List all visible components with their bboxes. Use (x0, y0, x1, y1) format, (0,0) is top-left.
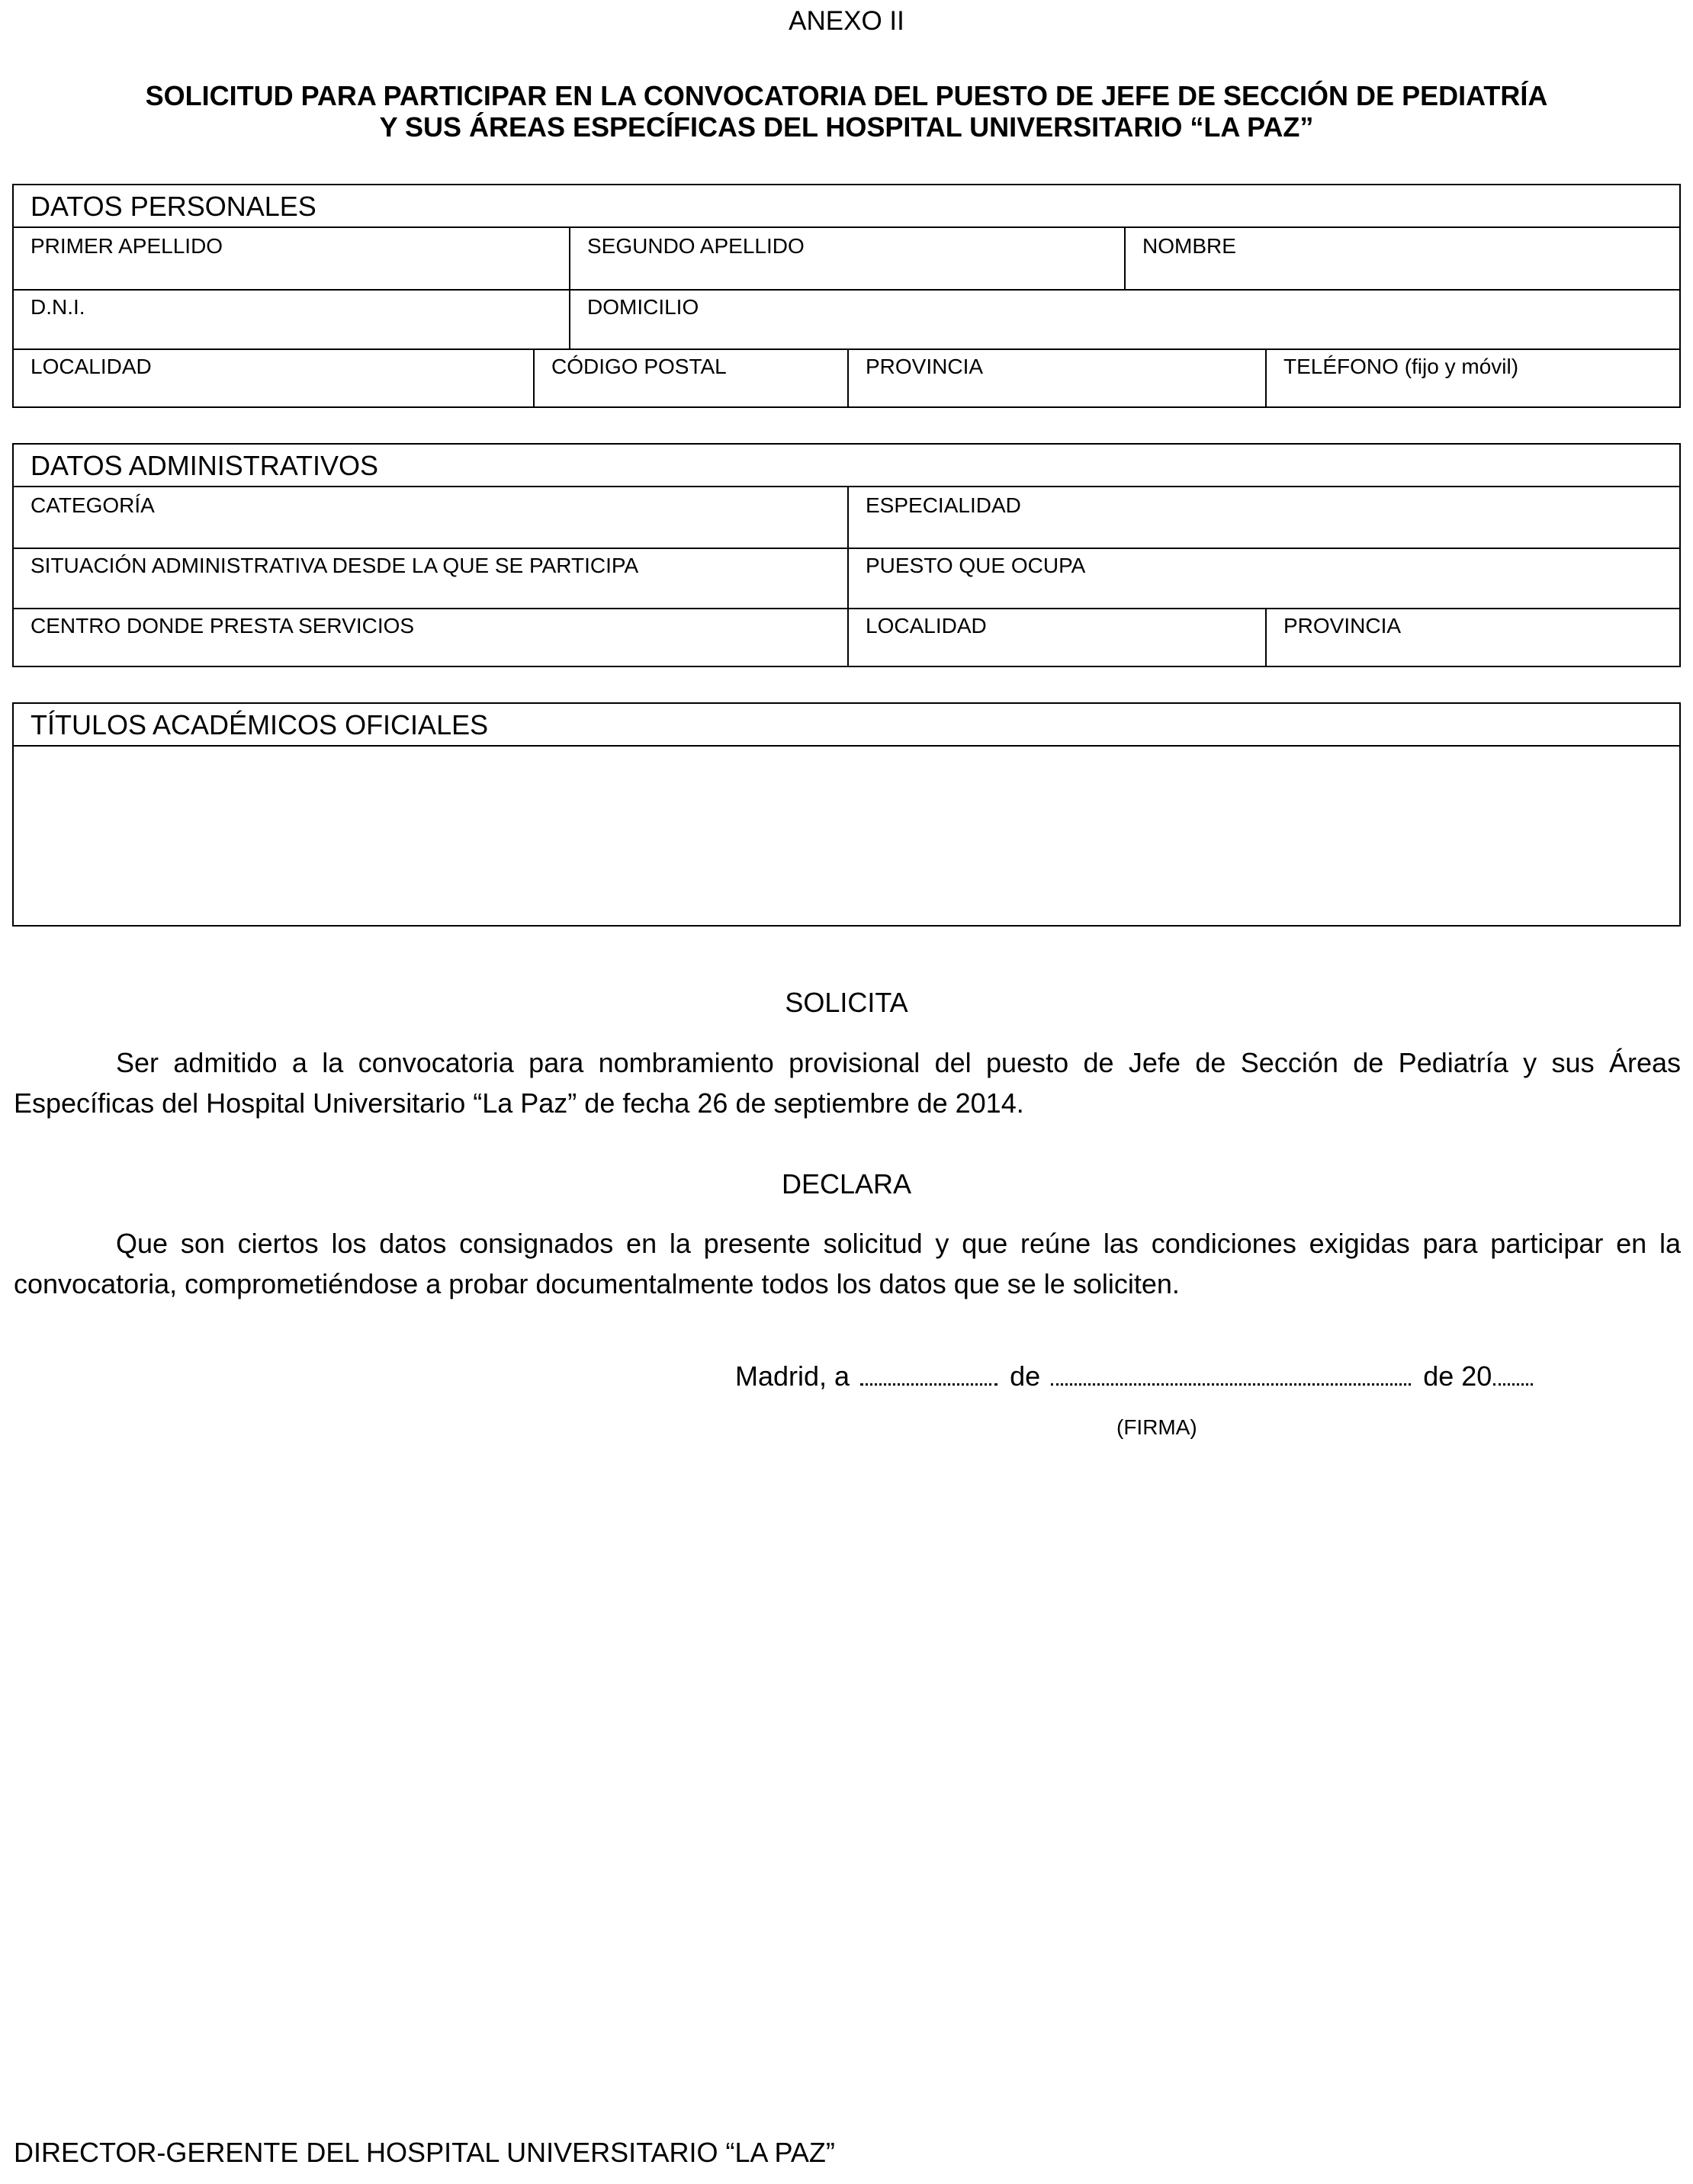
date-de-1: de (1010, 1360, 1041, 1392)
puesto-field[interactable]: PUESTO QUE OCUPA (866, 554, 1086, 577)
personal-row-2 (14, 289, 1679, 350)
centro-field[interactable]: CENTRO DONDE PRESTA SERVICIOS (14, 608, 849, 666)
academic-titles-field[interactable] (14, 747, 1679, 925)
personal-row-1 (14, 228, 1679, 291)
year-blank[interactable] (1493, 1383, 1533, 1386)
date-place: Madrid, a (735, 1360, 850, 1392)
declara-text: Que son ciertos los datos consignados en la presente solicitud y que reúne las condiciones exigidas para participar en la convocatoria, comprometiéndose a probar documentalmente todos los datos que se le soliciten. (14, 1228, 1681, 1299)
date-de-2: de 20 (1423, 1360, 1492, 1392)
admin-row-3 (14, 608, 1679, 666)
segundo-apellido-field[interactable]: SEGUNDO APELLIDO (570, 228, 1126, 289)
primer-apellido-field[interactable]: PRIMER APELLIDO (14, 228, 570, 289)
solicita-text: Ser admitido a la convocatoria para nombramiento provisional del puesto de Jefe de Sección de Pediatría y sus Áreas Específicas del Hospital Universitario “La Paz” de fecha 26 de septiembre de 2014. (14, 1047, 1681, 1119)
domicilio-field[interactable]: DOMICILIO (587, 295, 699, 319)
nombre-field[interactable]: NOMBRE (1142, 234, 1236, 258)
localidad-field[interactable]: LOCALIDAD (14, 348, 535, 406)
day-blank[interactable] (860, 1383, 997, 1386)
personal-row-3 (14, 348, 1679, 406)
declara-heading: DECLARA (781, 1168, 912, 1200)
solicita-heading: SOLICITA (785, 987, 908, 1018)
form-title-line-2: Y SUS ÁREAS ESPECÍFICAS DEL HOSPITAL UNIVERSITARIO “LA PAZ” (379, 111, 1314, 143)
situacion-field[interactable]: SITUACIÓN ADMINISTRATIVA DESDE LA QUE SE PARTICIPA (14, 548, 849, 608)
admin-provincia-field[interactable]: PROVINCIA (1283, 614, 1402, 638)
firma-label: (FIRMA) (1116, 1415, 1197, 1439)
especialidad-field[interactable]: ESPECIALIDAD (866, 493, 1021, 517)
director-footer: DIRECTOR-GERENTE DEL HOSPITAL UNIVERSITARIO “LA PAZ” (14, 2137, 835, 2168)
personal-data-header: DATOS PERSONALES (14, 185, 1679, 228)
administrative-data-header: DATOS ADMINISTRATIVOS (14, 445, 1679, 487)
telefono-field[interactable]: TELÉFONO (fijo y móvil) (1283, 355, 1519, 378)
admin-row-2 (14, 548, 1679, 609)
month-blank[interactable] (1051, 1383, 1411, 1386)
admin-row-1 (14, 487, 1679, 549)
annex-label: ANEXO II (789, 6, 904, 36)
provincia-field[interactable]: PROVINCIA (849, 348, 1267, 406)
form-title-line-1: SOLICITUD PARA PARTICIPAR EN LA CONVOCATORIA DEL PUESTO DE JEFE DE SECCIÓN DE PEDIATRÍA (145, 80, 1548, 111)
dni-field[interactable]: D.N.I. (14, 289, 570, 348)
codigo-postal-field[interactable]: CÓDIGO POSTAL (535, 348, 849, 406)
admin-localidad-field[interactable]: LOCALIDAD (849, 608, 1267, 666)
date-line (735, 1360, 1537, 1392)
academic-titles-section (12, 702, 1681, 927)
administrative-data-section (12, 443, 1681, 667)
categoria-field[interactable]: CATEGORÍA (14, 487, 849, 548)
academic-titles-header: TÍTULOS ACADÉMICOS OFICIALES (14, 704, 1679, 747)
personal-data-section (12, 184, 1681, 408)
